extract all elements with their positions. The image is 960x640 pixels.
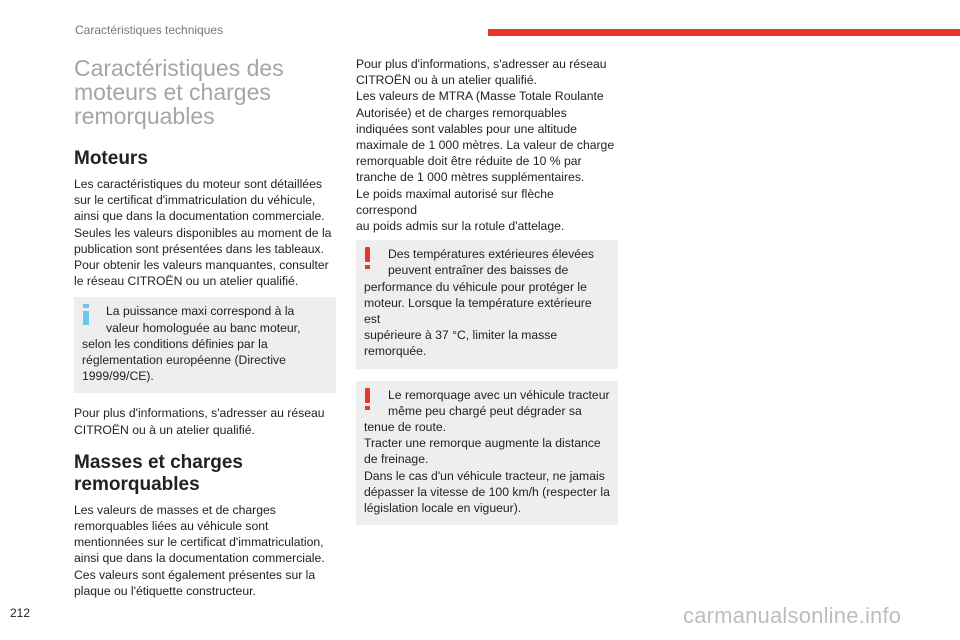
masses-heading: Masses et charges remorquables xyxy=(74,451,243,495)
page-number: 212 xyxy=(10,606,31,620)
intro-text: Pour plus d'informations, s'adresser au réseau CITROËN ou à un atelier qualifié. Les valeurs de MTRA (Masse Totale Roulante Autorisée) et de charges remorquables indiquées sont valables pour une altitude maximale de 1 000 mètres. La valeur de charge remorquable doit être réduite de 10 % par tranche de 1 000 mètres supplémentaires. Le poids maximal autorisé sur flèche correspond au poids admis sur la rotule d'attelage. xyxy=(356,57,615,234)
section-header: Caractéristiques techniques xyxy=(75,23,224,37)
info-icon xyxy=(83,304,89,326)
warning-note-towing xyxy=(356,381,618,526)
warning-icon xyxy=(365,247,371,269)
warning-2-text: tenue de route. Tracter une remorque augmente la distance de freinage. Dans le cas d'un véhicule tracteur, ne jamais dépasser la vitesse de 100 km/h (respecter la législation locale en vigueur). xyxy=(364,420,610,516)
watermark: carmanualsonline.info xyxy=(683,603,902,628)
moteurs-heading: Moteurs xyxy=(74,148,148,169)
masses-text: Les valeurs de masses et de charges remorquables liées au véhicule sont mentionnées sur le certificat d'immatriculation, ainsi que dans la documentation commerciale. Ces valeurs sont également présentes sur la plaque ou l'étiquette constructeur. xyxy=(74,502,325,598)
left-column xyxy=(74,56,336,607)
moteurs-text: Les caractéristiques du moteur sont détaillées sur le certificat d'immatriculation du véhicule, ainsi que dans la documentation commerciale. Seules les valeurs disponibles au moment de la publication sont présentées dans les tableaux. Pour obtenir les valeurs manquantes, consulter le réseau CITROËN ou un atelier qualifié. xyxy=(74,177,332,289)
header-accent-bar xyxy=(488,29,960,36)
warning-2-indent-text: Le remorquage avec un véhicule tracteur même peu chargé peut dégrader sa xyxy=(388,387,610,418)
right-column xyxy=(356,56,618,537)
warning-note-temperature xyxy=(356,240,618,368)
info-note-indent-text: La puissance maxi correspond à la valeur homologuée au banc moteur, xyxy=(106,304,301,335)
warning-icon xyxy=(365,388,371,410)
info-note-text: selon les conditions définies par la réglementation européenne (Directive 1999/99/CE). xyxy=(82,336,286,384)
info-note xyxy=(74,297,336,393)
warning-1-indent-text: Des températures extérieures élevées peuvent entraîner des baisses de xyxy=(388,247,594,278)
more-info-text: Pour plus d'informations, s'adresser au réseau CITROËN ou à un atelier qualifié. xyxy=(74,406,325,437)
page-title: Caractéristiques des moteurs et charges remorquables xyxy=(74,55,284,129)
warning-1-text: performance du véhicule pour protéger le moteur. Lorsque la température extérieure est supérieure à 37 °C, limiter la masse remorquée. xyxy=(364,279,592,359)
